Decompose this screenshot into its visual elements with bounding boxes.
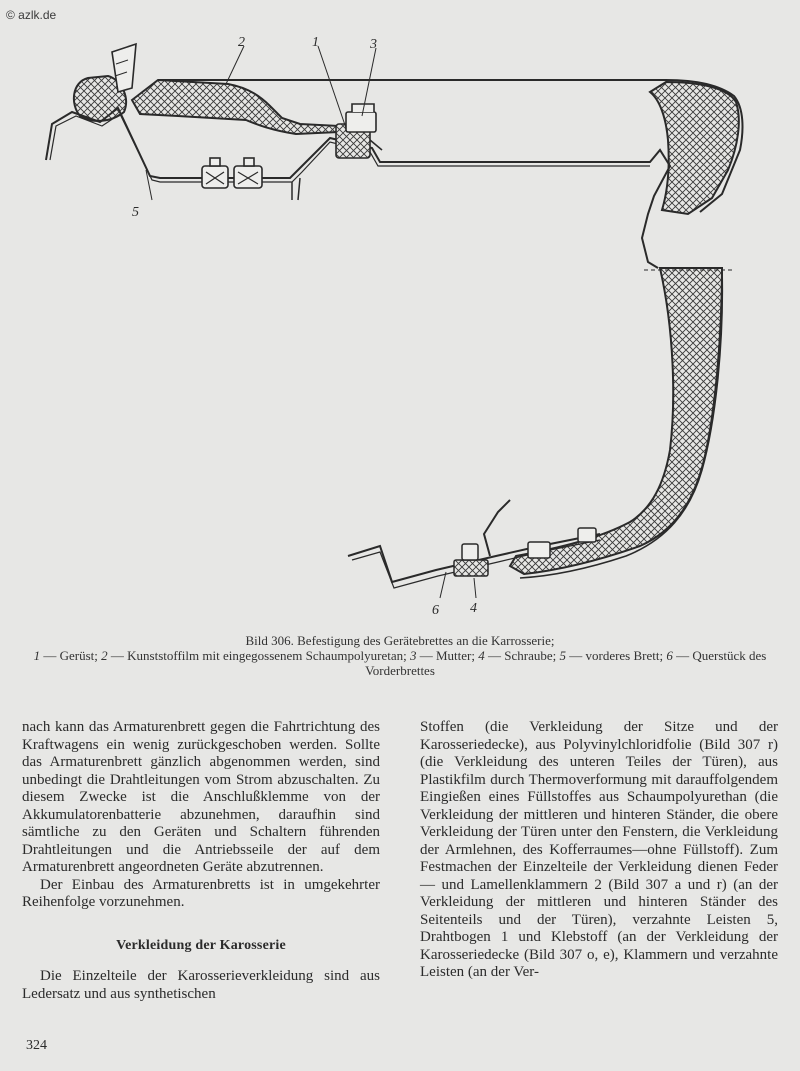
pillar-padding-upper xyxy=(650,82,739,214)
paragraph: Der Einbau des Armaturenbretts ist in umgekehrter Reihenfolge vorzunehmen. xyxy=(22,876,380,910)
nut-assembly xyxy=(336,104,382,158)
legend-text: — Querstück des Vorderbrettes xyxy=(365,648,767,678)
paragraph: Die Einzelteile der Karosserieverkleidung sind aus Ledersatz und aus synthetischen xyxy=(22,968,380,1002)
figure-caption xyxy=(20,633,780,678)
pillar-padding-lower xyxy=(510,268,722,574)
caption-legend xyxy=(20,648,780,678)
text-column-right xyxy=(420,719,778,982)
legend-num: 6 xyxy=(666,648,673,663)
dashboard-padding xyxy=(132,80,340,134)
fastener-group-left xyxy=(202,158,262,188)
legend-num: 5 xyxy=(559,648,566,663)
legend-text: — Gerüst; xyxy=(43,648,98,663)
legend-text: — Kunststoffilm mit eingegossenem Schaumpolyuretan; xyxy=(110,648,407,663)
callout-3: 3 xyxy=(370,37,377,52)
legend-text: — Mutter; xyxy=(419,648,475,663)
caption-title: Bild 306. Befestigung des Gerätebrettes an die Karrosserie; xyxy=(245,633,555,648)
paragraph: Stoffen (die Verkleidung der Sitze und der Karosseriedecke), aus Polyvinylchloridfolie (Bild 307 r) (die Verkleidung des unteren Teiles der Türen), aus Plastikfilm durch Thermoverformung mit darauffolgendem Eingießen eines Füllstoffes aus Schaumpolyurethan (die Verkleidung der mittleren und hinteren Ständer, die obere Verkleidung der Türen unter den Fenstern, die Verkleidung der Armlehnen, des Kofferraumes—ohne Füllstoff). Zum Festmachen der Einzelteile der Verkleidung dienen Feder— und Lamellenklammern 2 (Bild 307 a und r) (an der Verkleidung der mittleren und hinteren Ständer des Seitenteils und der Türen), verzahnte Leisten 5, Drahtbogen 1 und Klebstoff (an der Verkleidung der Karosseriedecke (Bild 307 o, e), Klammern und verzahnte Leisten (an der Ver- xyxy=(420,719,778,980)
legend-num: 1 xyxy=(33,648,41,663)
callout-5: 5 xyxy=(132,205,139,220)
callout-6: 6 xyxy=(432,603,439,618)
callout-2: 2 xyxy=(238,35,245,50)
paragraph: nach kann das Armaturenbrett gegen die Fahrtrichtung des Kraftwagens ein wenig zurückgeschoben werden. Sollte das Armaturenbrett gänzlich abgenommen werden, sind unbedingt die Drahtleitungen vom Strom abzuschalten. Zu diesem Zwecke ist die Anschlußklemme von der Akkumulatorenbatterie abzunehmen, daraufhin sind sämtliche zu den Geräten und Schaltern führenden Drahtleitungen und die Antriebsseile der auf dem Armaturenbrett angeordneten Geräte abzutrennen. xyxy=(22,719,380,875)
legend-text: — Schraube; xyxy=(488,648,557,663)
legend-text: — vorderes Brett; xyxy=(569,648,664,663)
callout-1: 1 xyxy=(312,35,319,50)
section-heading: Verkleidung der Karosserie xyxy=(116,937,286,953)
text-column-left xyxy=(22,719,380,1003)
page-number: 324 xyxy=(26,1038,47,1053)
legend-num: 4 xyxy=(478,648,485,663)
legend-num: 2 xyxy=(101,648,108,663)
left-fitting xyxy=(74,44,136,121)
watermark: © azlk.de xyxy=(6,8,57,22)
callout-4: 4 xyxy=(470,601,477,616)
legend-num: 3 xyxy=(410,648,417,663)
